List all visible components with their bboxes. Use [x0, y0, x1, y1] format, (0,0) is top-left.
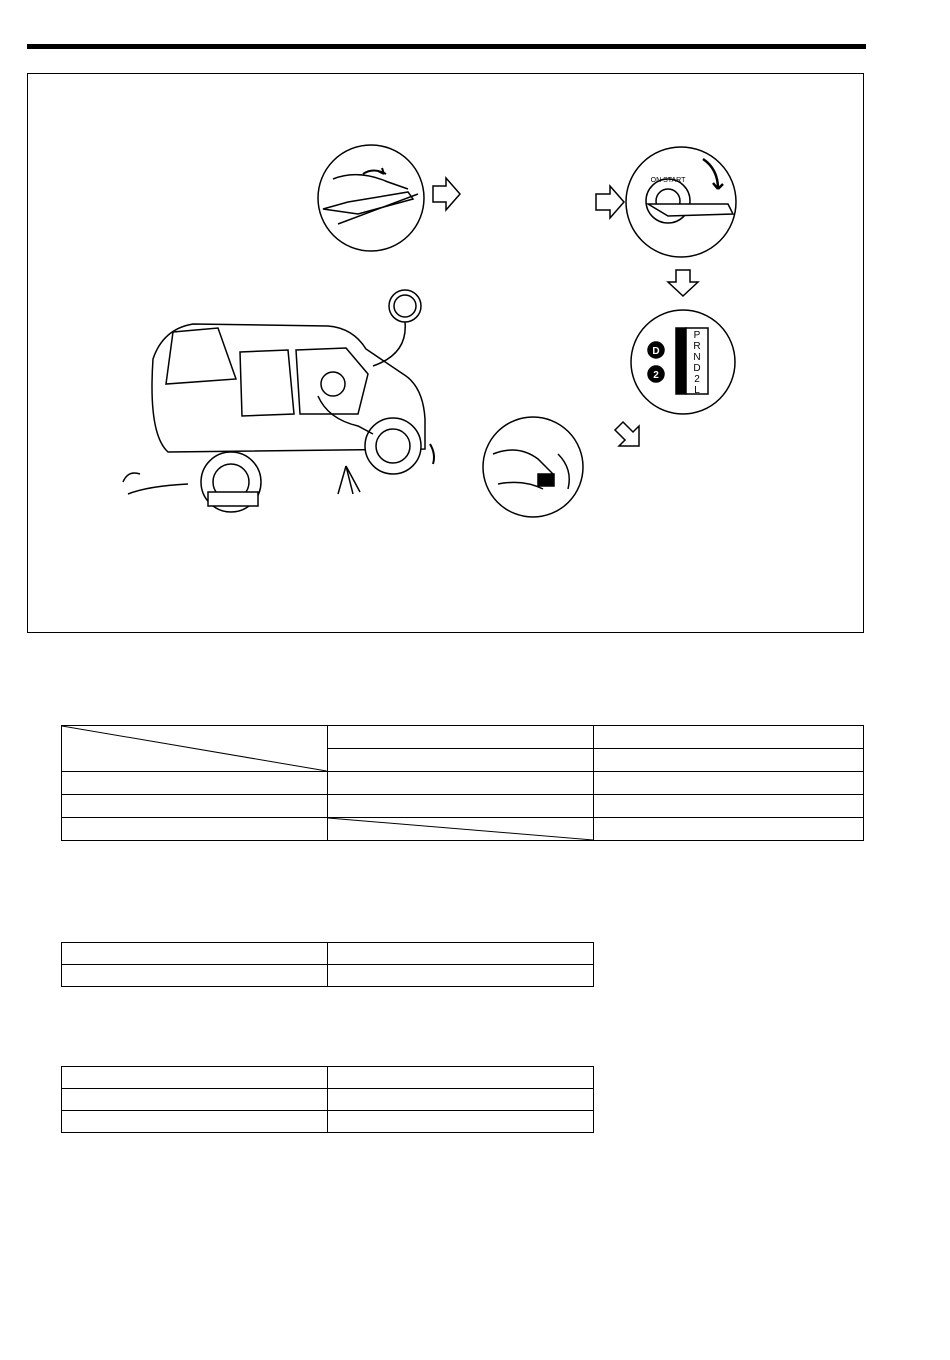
table-row [62, 772, 864, 795]
table-cell [327, 1111, 594, 1133]
table-header-diagonal-cell [62, 726, 328, 772]
table-cell [594, 749, 864, 772]
diagonal-line [62, 726, 327, 771]
table-diagonal-cell [327, 818, 594, 841]
ignition-panel [626, 147, 736, 257]
table-cell [62, 1067, 328, 1089]
table-cell [327, 726, 594, 749]
selector-label-2: 2 [694, 374, 700, 385]
table-row [62, 726, 864, 749]
selector-label-r: R [693, 341, 701, 352]
table-cell [327, 749, 594, 772]
table-cell [327, 943, 594, 965]
arrow-down-left [615, 422, 639, 446]
spec-table-3 [61, 1066, 594, 1133]
arrow-down [668, 270, 698, 296]
table-cell [62, 818, 328, 841]
vehicle-illustration [123, 290, 434, 512]
table-cell [327, 772, 594, 795]
table-cell [327, 795, 594, 818]
table-cell [327, 1089, 594, 1111]
selector-label-n: N [693, 352, 701, 363]
table-cell [62, 943, 328, 965]
table-row [62, 1089, 594, 1111]
diagonal-line [328, 818, 594, 840]
arrow-right-2 [596, 186, 624, 218]
table-cell [594, 795, 864, 818]
stall-speed-table [61, 725, 864, 841]
spec-table-2 [61, 942, 594, 987]
table-cell [327, 1067, 594, 1089]
ignition-label: ON START [650, 177, 686, 184]
table-row [62, 795, 864, 818]
selector-label-d: D [693, 363, 701, 374]
selector-label-p: P [693, 330, 701, 341]
table-cell [62, 965, 328, 987]
table-cell [594, 818, 864, 841]
pedal-panel [483, 417, 583, 517]
stall-test-figure [27, 73, 864, 633]
header-rule [27, 44, 866, 49]
table-cell [62, 1089, 328, 1111]
table-row [62, 1111, 594, 1133]
table-cell [327, 965, 594, 987]
table-row [62, 943, 594, 965]
table-row [62, 818, 864, 841]
shift-selector-panel [631, 310, 735, 414]
table-cell [62, 772, 328, 795]
table-cell [594, 772, 864, 795]
table-row [62, 965, 594, 987]
table-cell [594, 726, 864, 749]
badge-2: 2 [653, 370, 659, 381]
table-cell [62, 1111, 328, 1133]
selector-label-l: L [694, 385, 700, 396]
table-row [62, 1067, 594, 1089]
stall-test-illustration [28, 74, 865, 634]
parking-brake-panel [318, 145, 424, 251]
badge-d: D [652, 346, 660, 357]
table-cell [62, 795, 328, 818]
arrow-right-1 [433, 178, 460, 210]
